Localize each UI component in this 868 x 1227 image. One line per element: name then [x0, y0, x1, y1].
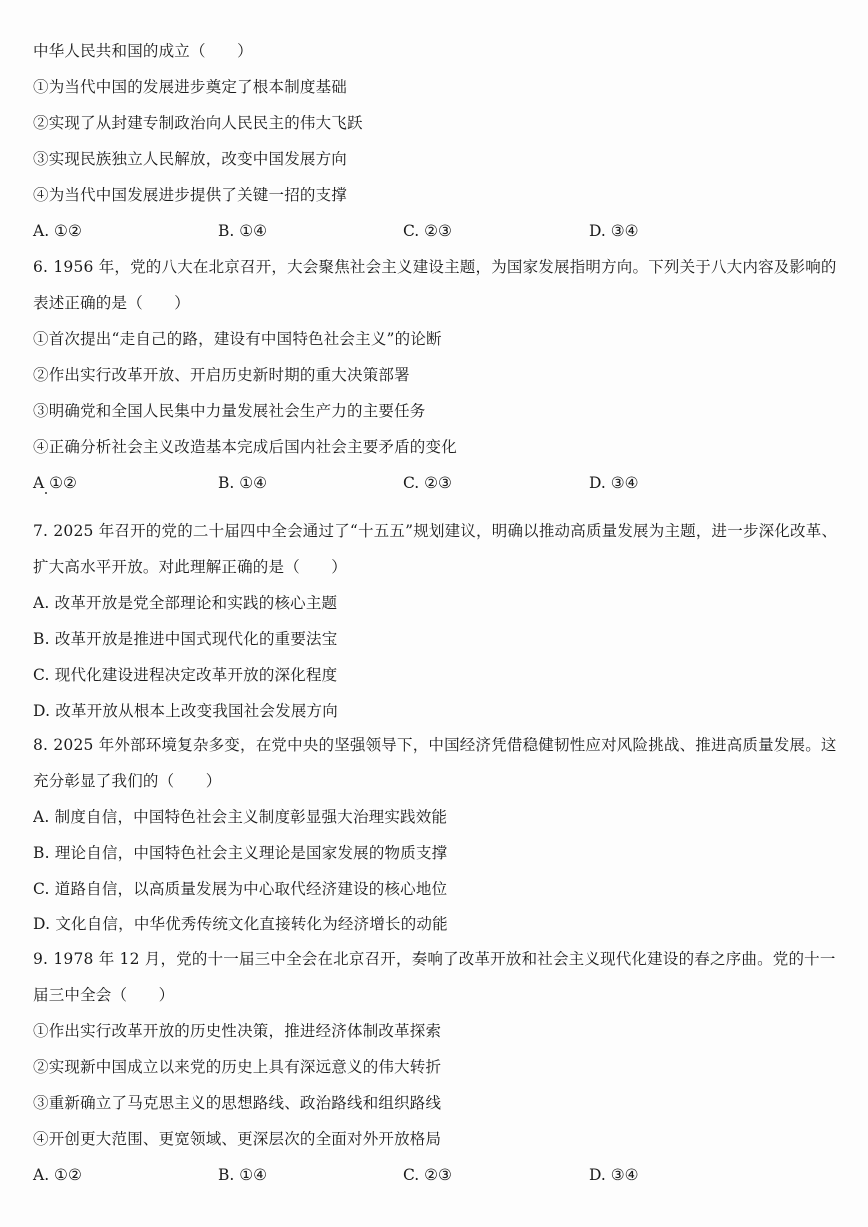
- q9-item-3: ③重新确立了马克思主义的思想路线、政治路线和组织路线: [33, 1094, 442, 1112]
- q9-stem-line-2: 届三中全会（ ）: [33, 986, 175, 1004]
- scan-speck: [45, 492, 47, 494]
- q7-option-c: C. 现代化建设进程决定改革开放的深化程度: [33, 666, 338, 684]
- q7-option-d: D. 改革开放从根本上改变我国社会发展方向: [33, 702, 338, 720]
- q6-option-b: B. ①④: [218, 474, 268, 492]
- q6-option-c: C. ②③: [403, 474, 452, 492]
- q9-stem-line-1: 9. 1978 年 12 月，党的十一届三中全会在北京召开，奏响了改革开放和社会主义现代化建设的春之序曲。党的十一: [33, 950, 836, 968]
- q9-option-d: D. ③④: [589, 1166, 639, 1184]
- q5-item-1: ①为当代中国的发展进步奠定了根本制度基础: [33, 78, 348, 96]
- q8-stem-line-1: 8. 2025 年外部环境复杂多变，在党中央的坚强领导下，中国经济凭借稳健韧性应对风险挑战、推进高质量发展。这: [33, 736, 837, 754]
- q7-option-a: A. 改革开放是党全部理论和实践的核心主题: [33, 594, 338, 612]
- q6-options: [33, 472, 833, 494]
- q8-option-a: A. 制度自信，中国特色社会主义制度彰显强大治理实践效能: [33, 808, 448, 826]
- q7-stem-line-2: 扩大高水平开放。对此理解正确的是（ ）: [33, 558, 348, 576]
- q8-option-b: B. 理论自信，中国特色社会主义理论是国家发展的物质支撑: [33, 844, 448, 862]
- q6-item-2: ②作出实行改革开放、开启历史新时期的重大决策部署: [33, 366, 410, 384]
- q6-option-a: A ①②: [33, 474, 77, 492]
- q6-item-1: ①首次提出“走自己的路，建设有中国特色社会主义”的论断: [33, 330, 442, 348]
- q6-stem-line-2: 表述正确的是（ ）: [33, 294, 191, 312]
- q7-stem-line-1: 7. 2025 年召开的党的二十届四中全会通过了“十五五”规划建议，明确以推动高质量发展为主题，进一步深化改革、: [33, 522, 838, 540]
- q9-item-1: ①作出实行改革开放的历史性决策，推进经济体制改革探索: [33, 1022, 442, 1040]
- q9-option-a: A. ①②: [33, 1166, 82, 1184]
- q9-item-2: ②实现新中国成立以来党的历史上具有深远意义的伟大转折: [33, 1058, 442, 1076]
- q5-option-a: A. ①②: [33, 222, 82, 240]
- q9-option-b: B. ①④: [218, 1166, 268, 1184]
- q6-option-d: D. ③④: [589, 474, 639, 492]
- q6-item-3: ③明确党和全国人民集中力量发展社会生产力的主要任务: [33, 402, 426, 420]
- q5-option-d: D. ③④: [589, 222, 639, 240]
- q5-item-3: ③实现民族独立人民解放，改变中国发展方向: [33, 150, 348, 168]
- q6-stem-line-1: 6. 1956 年，党的八大在北京召开，大会聚焦社会主义建设主题，为国家发展指明方向。下列关于八大内容及影响的: [33, 258, 837, 276]
- q7-option-b: B. 改革开放是推进中国式现代化的重要法宝: [33, 630, 338, 648]
- q8-stem-line-2: 充分彰显了我们的（ ）: [33, 772, 222, 790]
- q8-option-c: C. 道路自信，以高质量发展为中心取代经济建设的核心地位: [33, 880, 448, 898]
- q9-item-4: ④开创更大范围、更宽领域、更深层次的全面对外开放格局: [33, 1130, 442, 1148]
- q5-stem: 中华人民共和国的成立（ ）: [33, 42, 253, 60]
- q5-option-b: B. ①④: [218, 222, 268, 240]
- q6-item-4: ④正确分析社会主义改造基本完成后国内社会主要矛盾的变化: [33, 438, 457, 456]
- q5-item-2: ②实现了从封建专制政治向人民民主的伟大飞跃: [33, 114, 363, 132]
- q5-options: [33, 220, 833, 242]
- q9-options: [33, 1164, 833, 1186]
- q9-option-c: C. ②③: [403, 1166, 452, 1184]
- q5-item-4: ④为当代中国发展进步提供了关键一招的支撑: [33, 186, 348, 204]
- q5-option-c: C. ②③: [403, 222, 452, 240]
- q8-option-d: D. 文化自信，中华优秀传统文化直接转化为经济增长的动能: [33, 915, 448, 933]
